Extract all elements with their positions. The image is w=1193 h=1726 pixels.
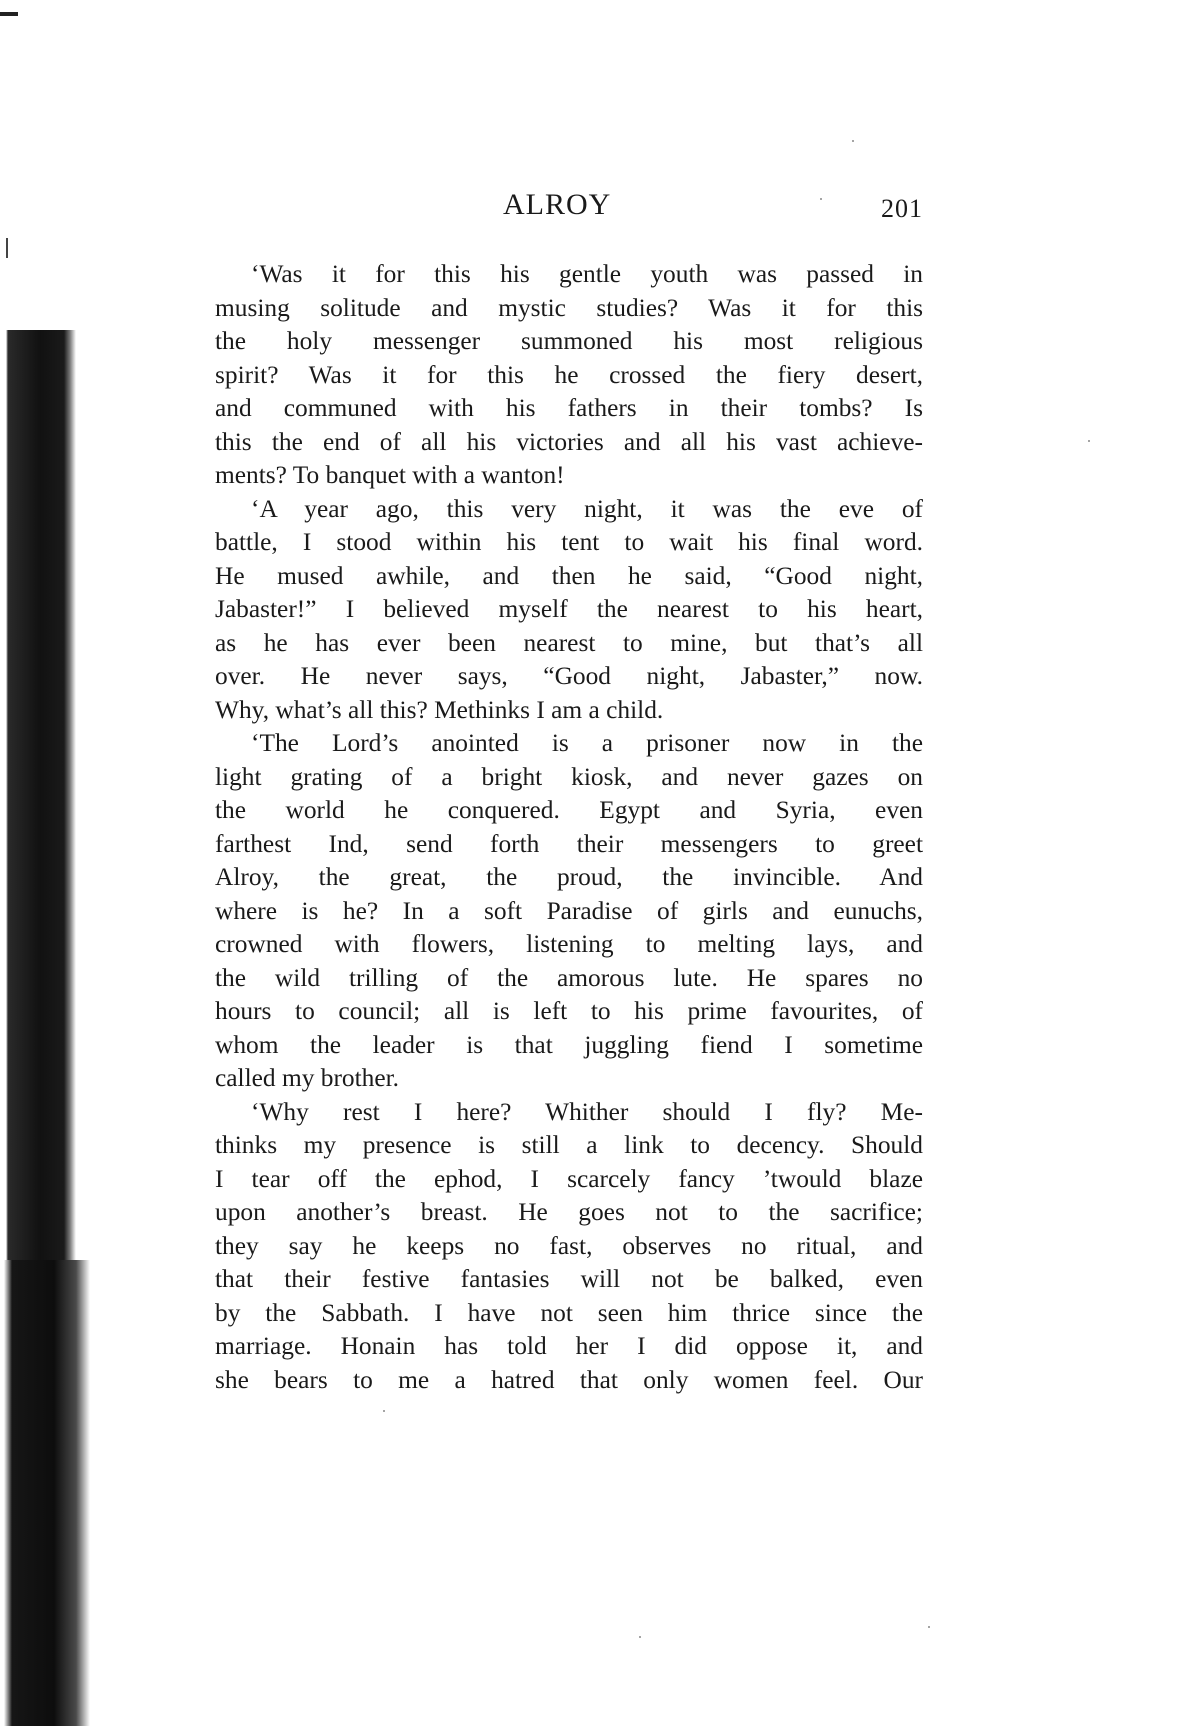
body-text <box>215 258 923 1397</box>
text-line: they say he keeps no fast, observes no ritual, and <box>215 1231 923 1260</box>
text-line: this the end of all his victories and all his vast achieve- <box>215 427 923 456</box>
text-line: by the Sabbath. I have not seen him thrice since the <box>215 1298 923 1327</box>
scan-edge-mark <box>6 238 8 258</box>
text-line: thinks my presence is still a link to decency. Should <box>215 1131 923 1159</box>
paper-speck <box>639 1636 641 1638</box>
paragraph <box>215 258 923 493</box>
text-line: over. He never says, “Good night, Jabaster,” now. <box>215 662 923 690</box>
text-line: Alroy, the great, the proud, the invincible. And <box>215 863 923 891</box>
paragraph <box>215 493 923 728</box>
text-line: the wild trilling of the amorous lute. He spares no <box>215 963 923 992</box>
text-line: Jabaster!” I believed myself the nearest to his heart, <box>215 595 923 623</box>
text-line: upon another’s breast. He goes not to the sacrifice; <box>215 1198 923 1226</box>
text-line: called my brother. <box>215 1064 400 1092</box>
text-line: light grating of a bright kiosk, and never gazes on <box>215 762 923 791</box>
text-line: crowned with flowers, listening to melting lays, and <box>215 930 923 958</box>
text-line: whom the leader is that juggling fiend I sometime <box>215 1030 923 1059</box>
text-line: ‘Why rest I here? Whither should I fly? Me- <box>251 1097 923 1126</box>
paper-speck <box>1088 440 1090 442</box>
text-line: ‘Was it for this his gentle youth was passed in <box>251 260 923 288</box>
page-binding-shadow-lower <box>4 1260 90 1726</box>
page-number: 201 <box>881 194 923 223</box>
text-line: ‘A year ago, this very night, it was the eve of <box>251 494 923 523</box>
paragraph <box>215 727 923 1096</box>
text-line: as he has ever been nearest to mine, but that’s all <box>215 628 923 657</box>
text-line: musing solitude and mystic studies? Was it for this <box>215 293 923 322</box>
text-line: the world he conquered. Egypt and Syria, even <box>215 796 923 824</box>
text-line: Why, what’s all this? Methinks I am a child. <box>215 695 664 724</box>
text-line: that their festive fantasies will not be balked, even <box>215 1265 923 1293</box>
text-line: where is he? In a soft Paradise of girls and eunuchs, <box>215 896 923 925</box>
text-line: spirit? Was it for this he crossed the fiery desert, <box>215 360 923 389</box>
paper-speck <box>852 140 854 142</box>
text-line: the holy messenger summoned his most religious <box>215 327 923 355</box>
text-line: battle, I stood within his tent to wait his final word. <box>215 528 923 556</box>
text-line: hours to council; all is left to his prime favourites, of <box>215 997 923 1025</box>
running-head <box>215 188 923 232</box>
text-line: I tear off the ephod, I scarcely fancy ’twould blaze <box>215 1164 923 1193</box>
text-line: He mused awhile, and then he said, “Good night, <box>215 561 923 590</box>
paragraph <box>215 1096 923 1398</box>
scan-corner-mark <box>0 12 18 16</box>
text-line: marriage. Honain has told her I did oppose it, and <box>215 1332 923 1360</box>
text-line: ‘The Lord’s anointed is a prisoner now in the <box>251 729 923 757</box>
text-line: and communed with his fathers in their tombs? Is <box>215 394 923 422</box>
paper-speck <box>928 1626 930 1628</box>
running-title: ALROY <box>503 188 612 221</box>
text-line: ments? To banquet with a wanton! <box>215 461 565 489</box>
text-line: farthest Ind, send forth their messengers to greet <box>215 829 923 858</box>
text-line: she bears to me a hatred that only women feel. Our <box>215 1365 923 1394</box>
paper-speck <box>383 1410 385 1412</box>
